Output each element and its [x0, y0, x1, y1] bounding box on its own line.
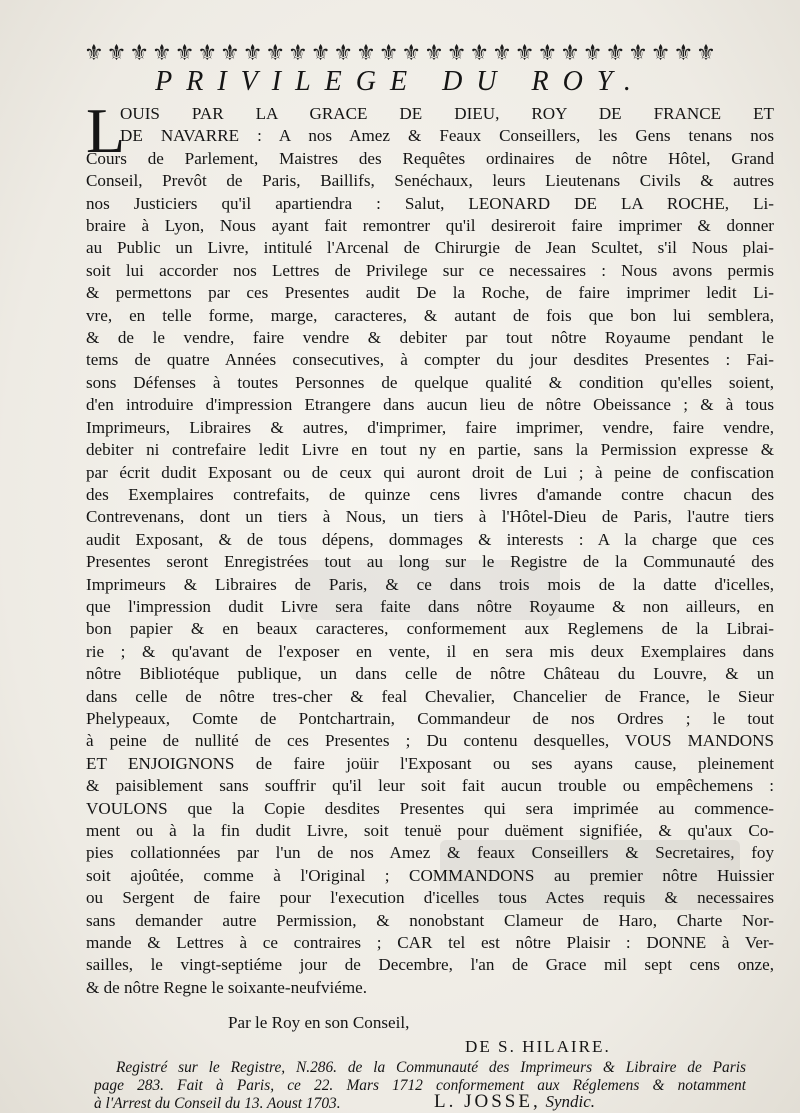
text-line: nôtre Bibliotéque publique, un dans celle de nôtre Château du Louvre, & un [86, 664, 774, 684]
text-line: sailles, le vingt-septiéme jour de Decembre, l'an de Grace mil sept cens onze, [86, 955, 774, 975]
text-line: debiter ni contrefaire ledit Livre en tout ny en partie, sans la Permission expresse & [86, 440, 774, 460]
text-line: Conseil, Prevôt de Paris, Baillifs, Senéchaux, leurs Lieutenans Civils & autres [86, 171, 774, 191]
text-line: Imprimeurs, Libraires & autres, d'imprimer, faire imprimer, vendre, faire vendre, [86, 417, 774, 437]
fleur-de-lis-icon: ⚜ [84, 41, 104, 66]
text-line: soit lui accorder nos Lettres de Privilege sur ce necessaires : Nous avons permis [86, 260, 774, 280]
text-line: & de nôtre Regne le soixante-neufviéme. [86, 977, 367, 997]
text-line: braire à Lyon, Nous ayant fait remontrer qu'il desireroit faire imprimer & donner [86, 216, 774, 236]
page-title: PRIVILEGE DU ROY. [155, 66, 645, 97]
text-line: vre, en telle forme, marge, caracteres, & autant de fois que bon lui semblera, [86, 305, 774, 325]
syndic-signature [434, 1091, 595, 1113]
text-line: bon papier & en beaux caracteres, conformement aux Reglemens de la Librai- [86, 619, 774, 639]
fleur-de-lis-icon: ⚜ [628, 41, 648, 66]
text-line: des Exemplaires contrefaits, de quinze cens livres d'amande contre chacun des [86, 484, 774, 504]
text-line: ou Sergent de faire pour l'execution d'icelles tous Actes requis & necessaires [86, 888, 774, 908]
text-line: ment ou à la fin dudit Livre, soit tenuë pour duëment signifiée, & qu'aux Co- [86, 821, 774, 840]
fleur-de-lis-icon: ⚜ [356, 41, 376, 66]
text-line: & permettons par ces Presentes audit De la Roche, de faire imprimer ledit Li- [86, 283, 774, 303]
fleur-de-lis-icon: ⚜ [446, 41, 467, 66]
text-line: & de le vendre, faire vendre & debiter par tout nôtre Royaume pendant le [86, 328, 774, 348]
text-line: pies collationnées par l'un de nos Amez & feaux Conseillers & Secretaires, foy [86, 843, 774, 863]
text-line: tems de quatre Années consecutives, à compter du jour desdites Presentes : Fai- [86, 350, 774, 370]
text-line: Presentes seront Enregistrées tout au long sur le Registre de la Communauté des [86, 552, 774, 572]
fleur-de-lis-icon: ⚜ [242, 41, 263, 66]
fleur-de-lis-icon: ⚜ [401, 41, 422, 66]
text-line: à peine de nullité de ces Presentes ; Du contenu desquelles, VOUS MANDONS [86, 731, 774, 751]
text-line: que l'impression dudit Livre sera faite dans nôtre Royaume & non ailleurs, en [86, 596, 774, 616]
registration-line: Registré sur le Registre, N.286. de la Communauté des Imprimeurs & Libraire de Paris [116, 1059, 746, 1076]
text-line: Contrevenans, dont un tiers à Nous, un tiers à l'Hôtel-Dieu de Paris, l'autre tiers [86, 507, 774, 527]
text-line: & paisiblement sans souffrir qu'il leur soit fait aucun trouble ou empêchemens : [86, 776, 774, 796]
text-line: VOULONS que la Copie desdites Presentes qui sera imprimée au commence- [86, 798, 774, 818]
text-line: par écrit dudit Exposant ou de ceux qui auront droit de Lui ; à peine de confiscation [86, 462, 774, 482]
fleur-de-lis-icon: ⚜ [673, 41, 694, 66]
signatory-name: DE S. HILAIRE. [465, 1037, 611, 1056]
text-line: Phelypeaux, Comte de Pontchartrain, Commandeur de nos Ordres ; le tout [86, 708, 774, 728]
fleur-de-lis-icon: ⚜ [265, 41, 286, 66]
text-line: ET ENJOIGNONS de faire joüir l'Exposant ou ses ayans cause, pleinement [86, 753, 774, 773]
fleur-de-lis-icon: ⚜ [152, 41, 172, 66]
signature-by-line: Par le Roy en son Conseil, [228, 1013, 410, 1032]
fleur-de-lis-icon: ⚜ [129, 41, 150, 66]
fleur-de-lis-icon: ⚜ [424, 41, 444, 66]
text-line: sons Défenses à toutes Personnes de quelque qualité & condition qu'elles soient, [86, 372, 774, 392]
text-line: Imprimeurs & Libraires de Paris, & ce dans trois mois de la datte d'icelles, [86, 574, 774, 594]
drop-cap: L [86, 95, 126, 166]
fleur-de-lis-icon: ⚜ [174, 41, 195, 66]
text-line: audit Exposant, & de tous dépens, dommages & interests : A la charge que ces [86, 529, 774, 549]
fleur-de-lis-icon: ⚜ [288, 41, 308, 66]
fleur-de-lis-icon: ⚜ [492, 41, 512, 66]
text-line: mande & Lettres à ce contraires ; CAR tel est nôtre Plaisir : DONNE à Ver- [86, 933, 774, 953]
fleur-de-lis-icon: ⚜ [537, 41, 558, 66]
syndic-name: L. JOSSE, [434, 1091, 541, 1112]
text-line: d'en introduire d'impression Etrangere dans aucun lieu de nôtre Obeissance ; & à tous [86, 395, 774, 415]
registration-line: page 283. Fait à Paris, ce 22. Mars 1712 conformement aux Réglemens & notamment [94, 1077, 746, 1094]
registration-note [94, 1059, 746, 1113]
text-line: sans demander autre Permission, & nonobstant Clameur de Haro, Charte Nor- [86, 910, 774, 930]
text-line: rie ; & qu'avant de l'exposer en vente, il en sera mis deux Exemplaires dans [86, 641, 774, 661]
fleur-de-lis-icon: ⚜ [378, 41, 399, 66]
fleur-de-lis-border [84, 40, 716, 68]
registration-line: à l'Arrest du Conseil du 13. Aoust 1703. [94, 1095, 341, 1112]
text-line: DE NAVARRE : A nos Amez & Feaux Conseillers, les Gens tenans nos [120, 126, 774, 146]
fleur-de-lis-icon: ⚜ [469, 41, 490, 66]
fleur-de-lis-icon: ⚜ [333, 41, 354, 66]
fleur-de-lis-icon: ⚜ [197, 41, 218, 66]
syndic-role: Syndic. [545, 1092, 596, 1111]
text-line: dans celle de nôtre tres-cher & feal Chevalier, Chancelier de France, le Sieur [86, 686, 774, 706]
privilege-body-text [86, 95, 774, 999]
fleur-de-lis-icon: ⚜ [220, 41, 240, 66]
fleur-de-lis-icon: ⚜ [106, 41, 127, 66]
fleur-de-lis-icon: ⚜ [310, 41, 331, 66]
text-line: nos Justiciers qu'il apartiendra : Salut, LEONARD DE LA ROCHE, Li- [86, 193, 774, 213]
fleur-de-lis-icon: ⚜ [560, 41, 580, 66]
fleur-de-lis-icon: ⚜ [650, 41, 671, 66]
fleur-de-lis-icon: ⚜ [696, 41, 716, 66]
fleur-de-lis-icon: ⚜ [605, 41, 626, 66]
fleur-de-lis-icon: ⚜ [582, 41, 603, 66]
text-line: Cours de Parlement, Maistres des Requêtes ordinaires de nôtre Hôtel, Grand [86, 148, 774, 168]
text-line: au Public un Livre, intitulé l'Arcenal de Chirurgie de Jean Scultet, s'il Nous plai- [86, 238, 774, 258]
fleur-de-lis-icon: ⚜ [514, 41, 535, 66]
text-line: soit ajoûtée, comme à l'Original ; COMMANDONS au premier nôtre Huissier [86, 865, 774, 885]
text-line: OUIS PAR LA GRACE DE DIEU, ROY DE FRANCE ET [120, 104, 774, 123]
